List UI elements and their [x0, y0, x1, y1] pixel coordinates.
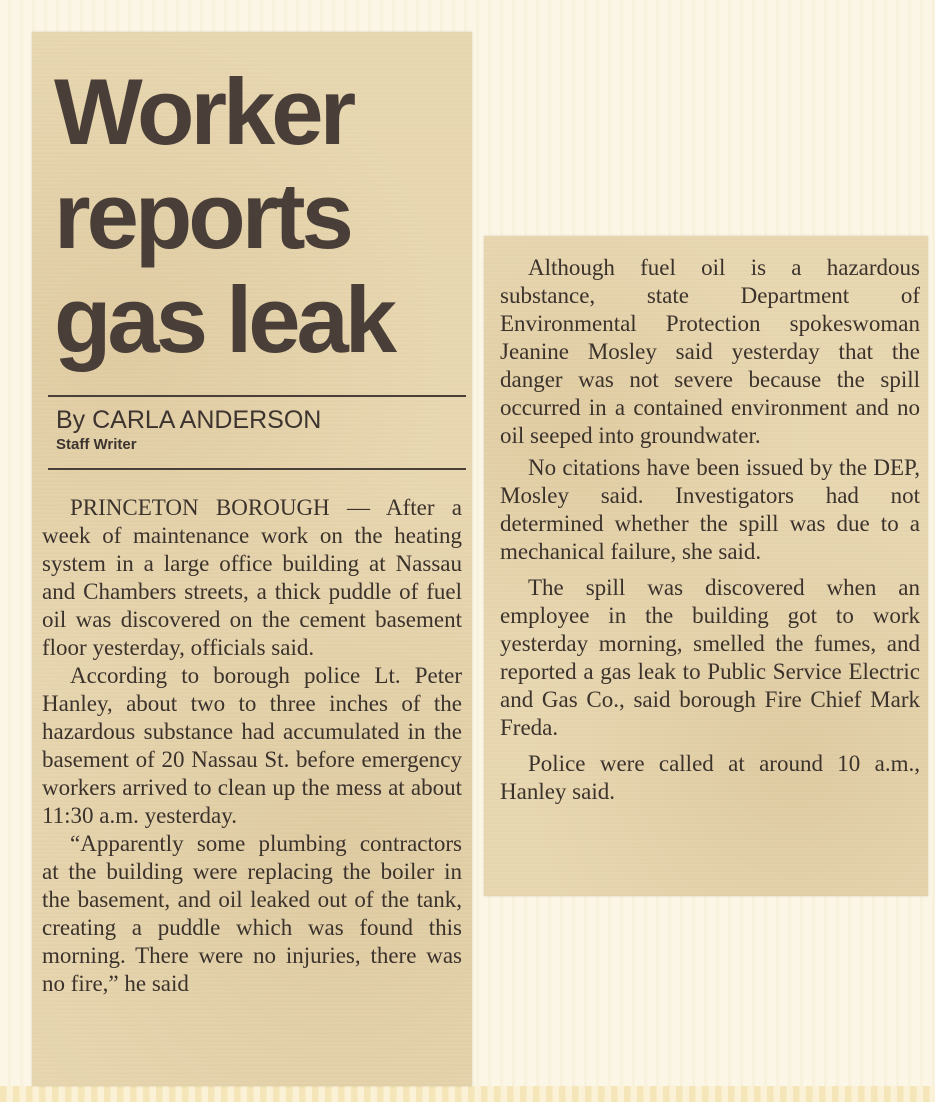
paragraph: According to borough police Lt. Peter Hanley, about two to three inches of the hazardous substance had accumulated in the basement of 20 Nassau St. before emergency workers arrived to clean up the mess at about 11:30 a.m. yesterday.: [42, 663, 462, 828]
clipping-left-column: [32, 32, 472, 1086]
background-strip: [0, 1086, 935, 1102]
headline: [54, 60, 464, 372]
byline: By CARLA ANDERSON: [56, 406, 322, 434]
paragraph: The spill was discovered when an employee in the building got to work yesterday morning, smelled the fumes, and reported a gas leak to Public Service Electric and Gas Co., said borough Fire Chief Mark Freda.: [500, 575, 920, 740]
clipping-right-column: [484, 236, 928, 896]
paragraph: “Apparently some plumbing contractors at the building were replacing the boiler in the basement, and oil leaked out of the tank, creating a puddle which was found this morning. There were no injuries, there was no fire,” he said: [42, 831, 462, 996]
headline-line-2: reports: [54, 163, 350, 268]
paragraph: Although fuel oil is a hazardous substance, state Department of Environmental Protection spokeswoman Jeanine Mosley said yesterday that the danger was not severe because the spill occurred in a contained environment and no oil seeped into groundwater.: [500, 255, 920, 448]
paragraph: No citations have been issued by the DEP, Mosley said. Investigators had not determined whether the spill was due to a mechanical failure, she said.: [500, 455, 920, 564]
headline-line-1: Worker: [54, 59, 353, 164]
left-column-body: [42, 494, 462, 998]
byline-role: Staff Writer: [56, 436, 137, 453]
headline-line-3: gas leak: [54, 267, 394, 372]
paragraph: PRINCETON BOROUGH — After a week of maintenance work on the heating system in a large office building at Nassau and Chambers streets, a thick puddle of fuel oil was discovered on the cement basement floor yesterday, officials said.: [42, 495, 462, 660]
right-column-body: [500, 254, 920, 806]
paragraph: Police were called at around 10 a.m., Hanley said.: [500, 751, 920, 804]
byline-bottom-rule: [48, 468, 466, 470]
byline-top-rule: [48, 395, 466, 397]
